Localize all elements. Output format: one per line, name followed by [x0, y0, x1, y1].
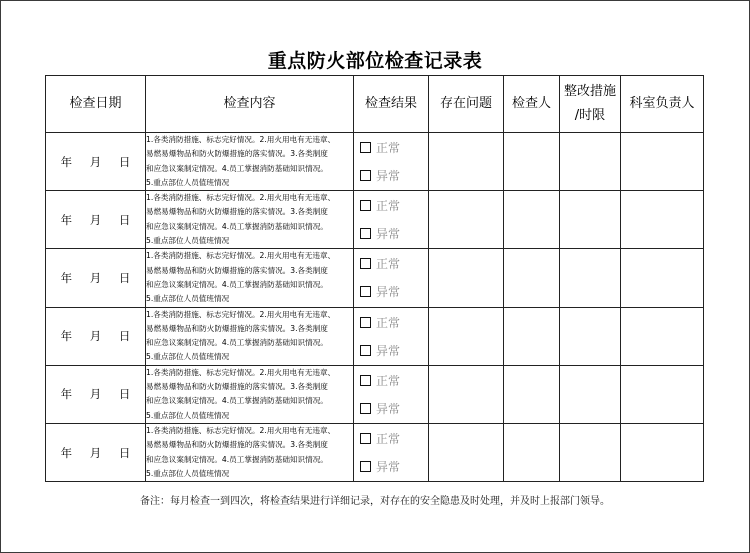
- normal-checkbox[interactable]: [360, 200, 371, 211]
- result-cell: [354, 249, 429, 307]
- responsible-cell[interactable]: [621, 133, 704, 191]
- result-abnormal-option[interactable]: [354, 220, 428, 248]
- rectify-cell[interactable]: [560, 191, 621, 249]
- content-cell: [146, 133, 354, 191]
- content-line: 5.重点部位人员值班情况: [146, 410, 230, 420]
- content-line: 和应急议案制定情况。4.员工掌握消防基础知识情况。: [146, 454, 328, 464]
- header-row: [46, 76, 704, 133]
- inspector-cell[interactable]: [504, 365, 560, 423]
- content-cell: [146, 191, 354, 249]
- content-line: 和应急议案制定情况。4.员工掌握消防基础知识情况。: [146, 221, 328, 231]
- header-issues: 存在问题: [429, 76, 504, 133]
- form-title: 重点防火部位检查记录表: [267, 50, 483, 72]
- responsible-cell[interactable]: [621, 249, 704, 307]
- content-line: 易燃易爆物品和防火防爆措施的落实情况。3.各类制度: [146, 207, 328, 217]
- content-line: 1.各类消防措施、标志完好情况。2.用火用电有无违章、: [146, 425, 336, 435]
- date-cell[interactable]: 年 月 日: [46, 249, 146, 307]
- header-responsible: 科室负责人: [621, 76, 704, 133]
- abnormal-label: 异常: [376, 460, 401, 475]
- table-row: [46, 133, 704, 191]
- content-line: 1.各类消防措施、标志完好情况。2.用火用电有无违章、: [146, 309, 336, 319]
- date-cell[interactable]: 年 月 日: [46, 307, 146, 365]
- content-line: 5.重点部位人员值班情况: [146, 236, 230, 246]
- table-row: [46, 307, 704, 365]
- content-line: 5.重点部位人员值班情况: [146, 352, 230, 362]
- inspector-cell[interactable]: [504, 133, 560, 191]
- content-cell: [146, 307, 354, 365]
- issues-cell[interactable]: [429, 191, 504, 249]
- result-normal-option[interactable]: [354, 366, 428, 394]
- content-line: 易燃易爆物品和防火防爆措施的落实情况。3.各类制度: [146, 440, 328, 450]
- normal-checkbox[interactable]: [360, 317, 371, 328]
- content-cell: [146, 423, 354, 481]
- normal-checkbox[interactable]: [360, 375, 371, 386]
- normal-label: 正常: [376, 373, 401, 388]
- content-line: 和应急议案制定情况。4.员工掌握消防基础知识情况。: [146, 163, 328, 173]
- date-cell[interactable]: 年 月 日: [46, 191, 146, 249]
- result-normal-option[interactable]: [354, 308, 428, 336]
- abnormal-checkbox[interactable]: [360, 228, 371, 239]
- responsible-cell[interactable]: [621, 307, 704, 365]
- abnormal-checkbox[interactable]: [360, 403, 371, 414]
- inspector-cell[interactable]: [504, 191, 560, 249]
- result-abnormal-option[interactable]: [354, 394, 428, 422]
- table-row: [46, 191, 704, 249]
- content-line: 易燃易爆物品和防火防爆措施的落实情况。3.各类制度: [146, 323, 328, 333]
- content-line: 和应急议案制定情况。4.员工掌握消防基础知识情况。: [146, 396, 328, 406]
- date-cell[interactable]: 年 月 日: [46, 133, 146, 191]
- content-line: 易燃易爆物品和防火防爆措施的落实情况。3.各类制度: [146, 382, 328, 392]
- normal-label: 正常: [376, 257, 401, 272]
- content-line: 1.各类消防措施、标志完好情况。2.用火用电有无违章、: [146, 135, 336, 144]
- content-cell: [146, 365, 354, 423]
- content-line: 和应急议案制定情况。4.员工掌握消防基础知识情况。: [146, 279, 328, 289]
- header-content: 检查内容: [146, 76, 354, 133]
- date-cell[interactable]: 年 月 日: [46, 365, 146, 423]
- responsible-cell[interactable]: [621, 191, 704, 249]
- abnormal-label: 异常: [376, 343, 401, 358]
- normal-checkbox[interactable]: [360, 258, 371, 269]
- normal-label: 正常: [376, 432, 401, 447]
- content-line: 易燃易爆物品和防火防爆措施的落实情况。3.各类制度: [146, 149, 328, 159]
- rectify-cell[interactable]: [560, 365, 621, 423]
- responsible-cell[interactable]: [621, 423, 704, 481]
- result-normal-option[interactable]: [354, 134, 428, 162]
- result-normal-option[interactable]: [354, 425, 428, 453]
- content-line: 1.各类消防措施、标志完好情况。2.用火用电有无违章、: [146, 251, 336, 261]
- footer-note: 备注：每月检查一到四次，将检查结果进行详细记录，对存在的安全隐患及时处理，并及时上报部门领导。: [140, 496, 610, 507]
- table-row: [46, 365, 704, 423]
- issues-cell[interactable]: [429, 423, 504, 481]
- abnormal-checkbox[interactable]: [360, 170, 371, 181]
- result-cell: [354, 191, 429, 249]
- inspector-cell[interactable]: [504, 249, 560, 307]
- normal-label: 正常: [376, 141, 401, 156]
- issues-cell[interactable]: [429, 307, 504, 365]
- date-cell[interactable]: 年 月 日: [46, 423, 146, 481]
- content-line: 5.重点部位人员值班情况: [146, 468, 230, 478]
- result-abnormal-option[interactable]: [354, 278, 428, 306]
- header-rectify-line1: 整改措施: [563, 84, 616, 99]
- content-line: 5.重点部位人员值班情况: [146, 177, 230, 187]
- issues-cell[interactable]: [429, 249, 504, 307]
- rectify-cell[interactable]: [560, 249, 621, 307]
- issues-cell[interactable]: [429, 365, 504, 423]
- abnormal-checkbox[interactable]: [360, 286, 371, 297]
- abnormal-label: 异常: [376, 227, 401, 242]
- result-cell: [354, 133, 429, 191]
- content-line: 1.各类消防措施、标志完好情况。2.用火用电有无违章、: [146, 193, 336, 203]
- header-rectify-line2: /时限: [574, 108, 606, 123]
- issues-cell[interactable]: [429, 133, 504, 191]
- responsible-cell[interactable]: [621, 365, 704, 423]
- result-normal-option[interactable]: [354, 192, 428, 220]
- result-abnormal-option[interactable]: [354, 162, 428, 190]
- rectify-cell[interactable]: [560, 423, 621, 481]
- header-inspector: 检查人: [504, 76, 560, 133]
- abnormal-label: 异常: [376, 169, 401, 184]
- rectify-cell[interactable]: [560, 307, 621, 365]
- content-cell: [146, 249, 354, 307]
- result-cell: [354, 365, 429, 423]
- table-row: [46, 423, 704, 481]
- inspector-cell[interactable]: [504, 423, 560, 481]
- header-result: 检查结果: [354, 76, 429, 133]
- header-date: 检查日期: [46, 76, 146, 133]
- abnormal-checkbox[interactable]: [360, 461, 371, 472]
- content-line: 5.重点部位人员值班情况: [146, 294, 230, 304]
- content-line: 易燃易爆物品和防火防爆措施的落实情况。3.各类制度: [146, 265, 328, 275]
- table-row: [46, 249, 704, 307]
- abnormal-label: 异常: [376, 401, 401, 416]
- result-abnormal-option[interactable]: [354, 336, 428, 364]
- normal-checkbox[interactable]: [360, 433, 371, 444]
- result-abnormal-option[interactable]: [354, 453, 428, 481]
- inspector-cell[interactable]: [504, 307, 560, 365]
- header-rectify: [560, 76, 621, 133]
- result-cell: [354, 307, 429, 365]
- result-cell: [354, 423, 429, 481]
- normal-label: 正常: [376, 199, 401, 214]
- normal-checkbox[interactable]: [360, 142, 371, 153]
- result-normal-option[interactable]: [354, 250, 428, 278]
- inspection-record-table: [45, 75, 704, 482]
- abnormal-label: 异常: [376, 285, 401, 300]
- content-line: 1.各类消防措施、标志完好情况。2.用火用电有无违章、: [146, 367, 336, 377]
- rectify-cell[interactable]: [560, 133, 621, 191]
- content-line: 和应急议案制定情况。4.员工掌握消防基础知识情况。: [146, 338, 328, 348]
- abnormal-checkbox[interactable]: [360, 345, 371, 356]
- normal-label: 正常: [376, 315, 401, 330]
